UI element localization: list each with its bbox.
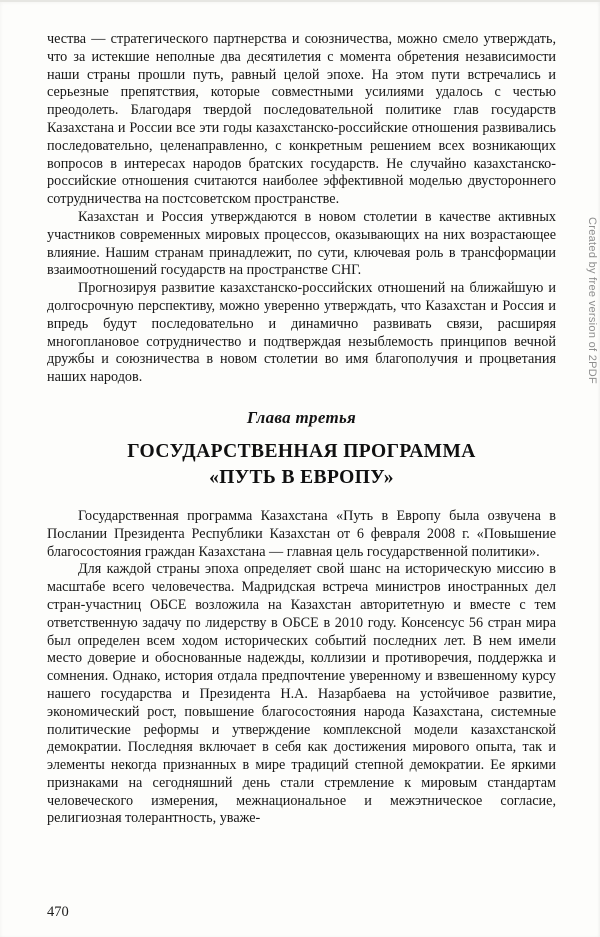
paragraph: Для каждой страны эпоха определяет свой шанс на историческую миссию в масштабе всего человечества. Мадридская встреча министров иностранных дел стран-участниц ОБСЕ возложила на Казахстан авторитетную и вместе с тем ответственную задачу по лидерству в ОБСЕ в 2010 году. Консенсус 56 стран мира был определен всем ходом исторических событий последних лет. В нем имели место доверие и обоснованные надежды, коллизии и противоречия, поддержка и сомнения. Однако, история отдала предпочтение уверенному и взвешенному курсу нашего государства и Президента Н.А. Назарбаева на устойчивое развитие, экономический рост, повышение благосостояния народа Казахстана, системные политические реформы и утверждение комплексной модели казахстанской демократии. Последняя включает в себя как достижения мирового опыта, так и элементы некогда признанных в мире традиций степной демократии. Ее яркими признаками на сегодняшний день стали стремление к мировым стандартам человеческого измерения, межнациональное и межэтническое согласие, религиозная толерантность, уваже- (47, 561, 556, 827)
paragraph-continuation: чества — стратегического партнерства и союзничества, можно смело утверждать, что за истекшие неполные два десятилетия с момента обретения независимости наши страны прошли путь, равный целой эпохе. На этом пути встречались и серьезные препятствия, которые совместными усилиями удалось с честью преодолеть. Благодаря твердой последовательной политике глав государств Казахстана и России все эти годы казахстанско-российские отношения развивались последовательно, целенаправленно, с конкретным решением всех возникающих вопросов в интересах народов братских государств. Не случайно казахстанско-российские отношения считаются наиболее эффективной моделью двустороннего сотрудничества на постсоветском пространстве. (47, 31, 556, 208)
scan-edge (0, 0, 600, 2)
pdf-watermark: Created by free version of 2PDF (586, 217, 598, 385)
chapter-title-line1: ГОСУДАРСТВЕННАЯ ПРОГРАММА (127, 440, 476, 462)
paragraph: Казахстан и Россия утверждаются в новом столетии в качестве активных участников современных мировых процессов, оказывающих на них возрастающее влияние. Нашим странам принадлежит, по сути, ключевая роль в трансформации взаимоотношений государств на пространстве СНГ. (47, 208, 556, 279)
paragraph: Государственная программа Казахстана «Путь в Европу была озвучена в Послании Президента Республики Казахстан от 6 февраля 2008 г. «Повышение благосостояния граждан Казахстана — главная цель государственной политики». (47, 507, 556, 560)
chapter-label: Глава третья (246, 407, 357, 427)
paragraph: Прогнозируя развитие казахстанско-российских отношений на ближайшую и долгосрочную перспективу, можно уверенно утверждать, что Казахстан и Россия и впредь будут последовательно и динамично развивать связи, расширяя многоплановое сотрудничество и подтверждая незыблемость принципов вечной дружбы и союзничества в новом столетии во имя благополучия и процветания наших народов. (47, 280, 556, 386)
page-number: 470 (47, 904, 69, 920)
chapter-title-line2: «ПУТЬ В ЕВРОПУ» (209, 466, 394, 488)
page-text (47, 31, 556, 828)
chapter-title (47, 439, 556, 491)
